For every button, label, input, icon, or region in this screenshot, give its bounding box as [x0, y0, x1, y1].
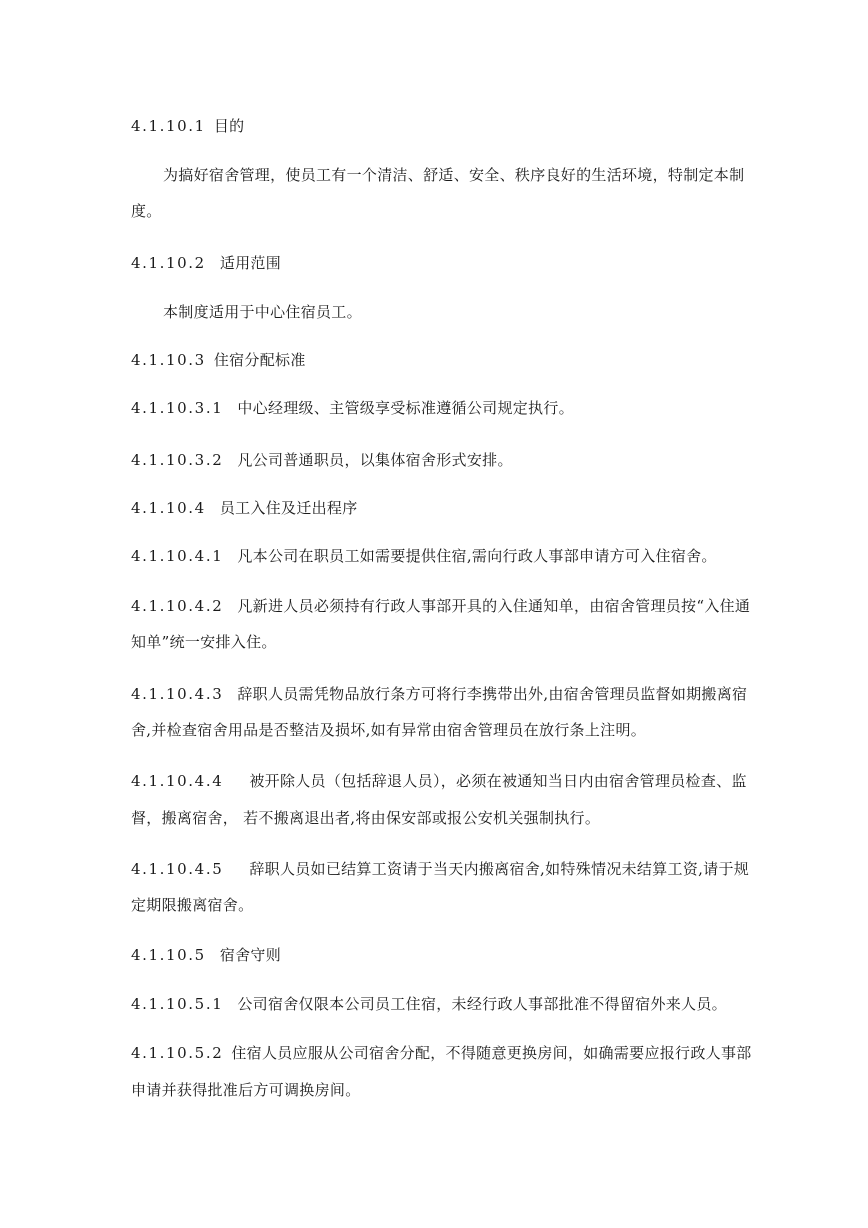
clause-text: 凡新进人员必须持有行政人事部开具的入住通知单，由宿舍管理员按“入住通 [237, 597, 751, 615]
section-heading-allocation [131, 350, 751, 370]
clause-number: 4.1.10.5.2 [131, 1044, 224, 1062]
section-title: 员工入住及迁出程序 [219, 499, 358, 517]
clause-number: 4.1.10.3.2 [131, 451, 224, 469]
section-title: 适用范围 [219, 254, 282, 272]
clause-4-3-line1 [131, 684, 751, 704]
clause-number: 4.1.10.3.1 [131, 399, 224, 417]
clause-number: 4.1.10.5.1 [131, 995, 224, 1013]
section-heading-scope [131, 253, 751, 273]
clause-4-2-line1 [131, 596, 751, 616]
clause-text: 辞职人员如已结算工资请于当天内搬离宿舍,如特殊情况未结算工资,请于规 [249, 860, 750, 878]
clause-4-1 [131, 546, 751, 566]
clause-4-3-line2: 舍,并检查宿舍用品是否整洁及损坏,如有异常由宿舍管理员在放行条上注明。 [131, 721, 647, 739]
clause-4-4-line2: 督，搬离宿舍， 若不搬离退出者,将由保安部或报公安机关强制执行。 [131, 809, 601, 827]
section-title: 宿舍守则 [219, 946, 282, 964]
paragraph-scope: 本制度适用于中心住宿员工。 [163, 303, 362, 321]
section-number: 4.1.10.2 [131, 254, 206, 272]
section-number: 4.1.10.5 [131, 946, 206, 964]
clause-3-1 [131, 398, 751, 418]
clause-number: 4.1.10.4.3 [131, 685, 224, 703]
clause-4-5-line2: 定期限搬离宿舍。 [131, 896, 254, 914]
clause-text: 被开除人员（包括辞退人员），必须在被通知当日内由宿舍管理员检查、监 [249, 772, 747, 790]
section-heading-purpose [131, 116, 751, 136]
clause-3-2 [131, 450, 751, 470]
paragraph-purpose-line1: 为搞好宿舍管理，使员工有一个清洁、舒适、安全、秩序良好的生活环境，特制定本制 [163, 166, 745, 184]
section-title: 目的 [213, 117, 245, 135]
clause-4-4-line1 [131, 771, 751, 791]
clause-4-2-line2: 知单”统一安排入住。 [131, 633, 277, 651]
clause-number: 4.1.10.4.4 [131, 772, 224, 790]
clause-number: 4.1.10.4.2 [131, 597, 224, 615]
clause-text: 公司宿舍仅限本公司员工住宿，未经行政人事部批准不得留宿外来人员。 [237, 995, 727, 1013]
clause-text: 住宿人员应服从公司宿舍分配，不得随意更换房间，如确需要应报行政人事部 [231, 1044, 752, 1062]
clause-text: 辞职人员需凭物品放行条方可将行李携带出外,由宿舍管理员监督如期搬离宿 [237, 685, 748, 703]
clause-text: 中心经理级、主管级享受标准遵循公司规定执行。 [237, 399, 574, 417]
clause-5-2-line1 [131, 1043, 751, 1063]
clause-5-2-line2: 申请并获得批准后方可调换房间。 [131, 1081, 361, 1099]
section-number: 4.1.10.1 [131, 117, 206, 135]
section-heading-dorm-rules [131, 945, 751, 965]
clause-text: 凡公司普通职员，以集体宿舍形式安排。 [237, 451, 513, 469]
section-heading-move-in-out [131, 498, 751, 518]
clause-5-1 [131, 994, 751, 1014]
paragraph-purpose-line2: 度。 [131, 202, 162, 220]
section-number: 4.1.10.3 [131, 351, 206, 369]
clause-text: 凡本公司在职员工如需要提供住宿,需向行政人事部申请方可入住宿舍。 [237, 547, 717, 565]
clause-number: 4.1.10.4.5 [131, 860, 224, 878]
clause-number: 4.1.10.4.1 [131, 547, 224, 565]
section-title: 住宿分配标准 [213, 351, 306, 369]
clause-4-5-line1 [131, 859, 751, 879]
section-number: 4.1.10.4 [131, 499, 206, 517]
